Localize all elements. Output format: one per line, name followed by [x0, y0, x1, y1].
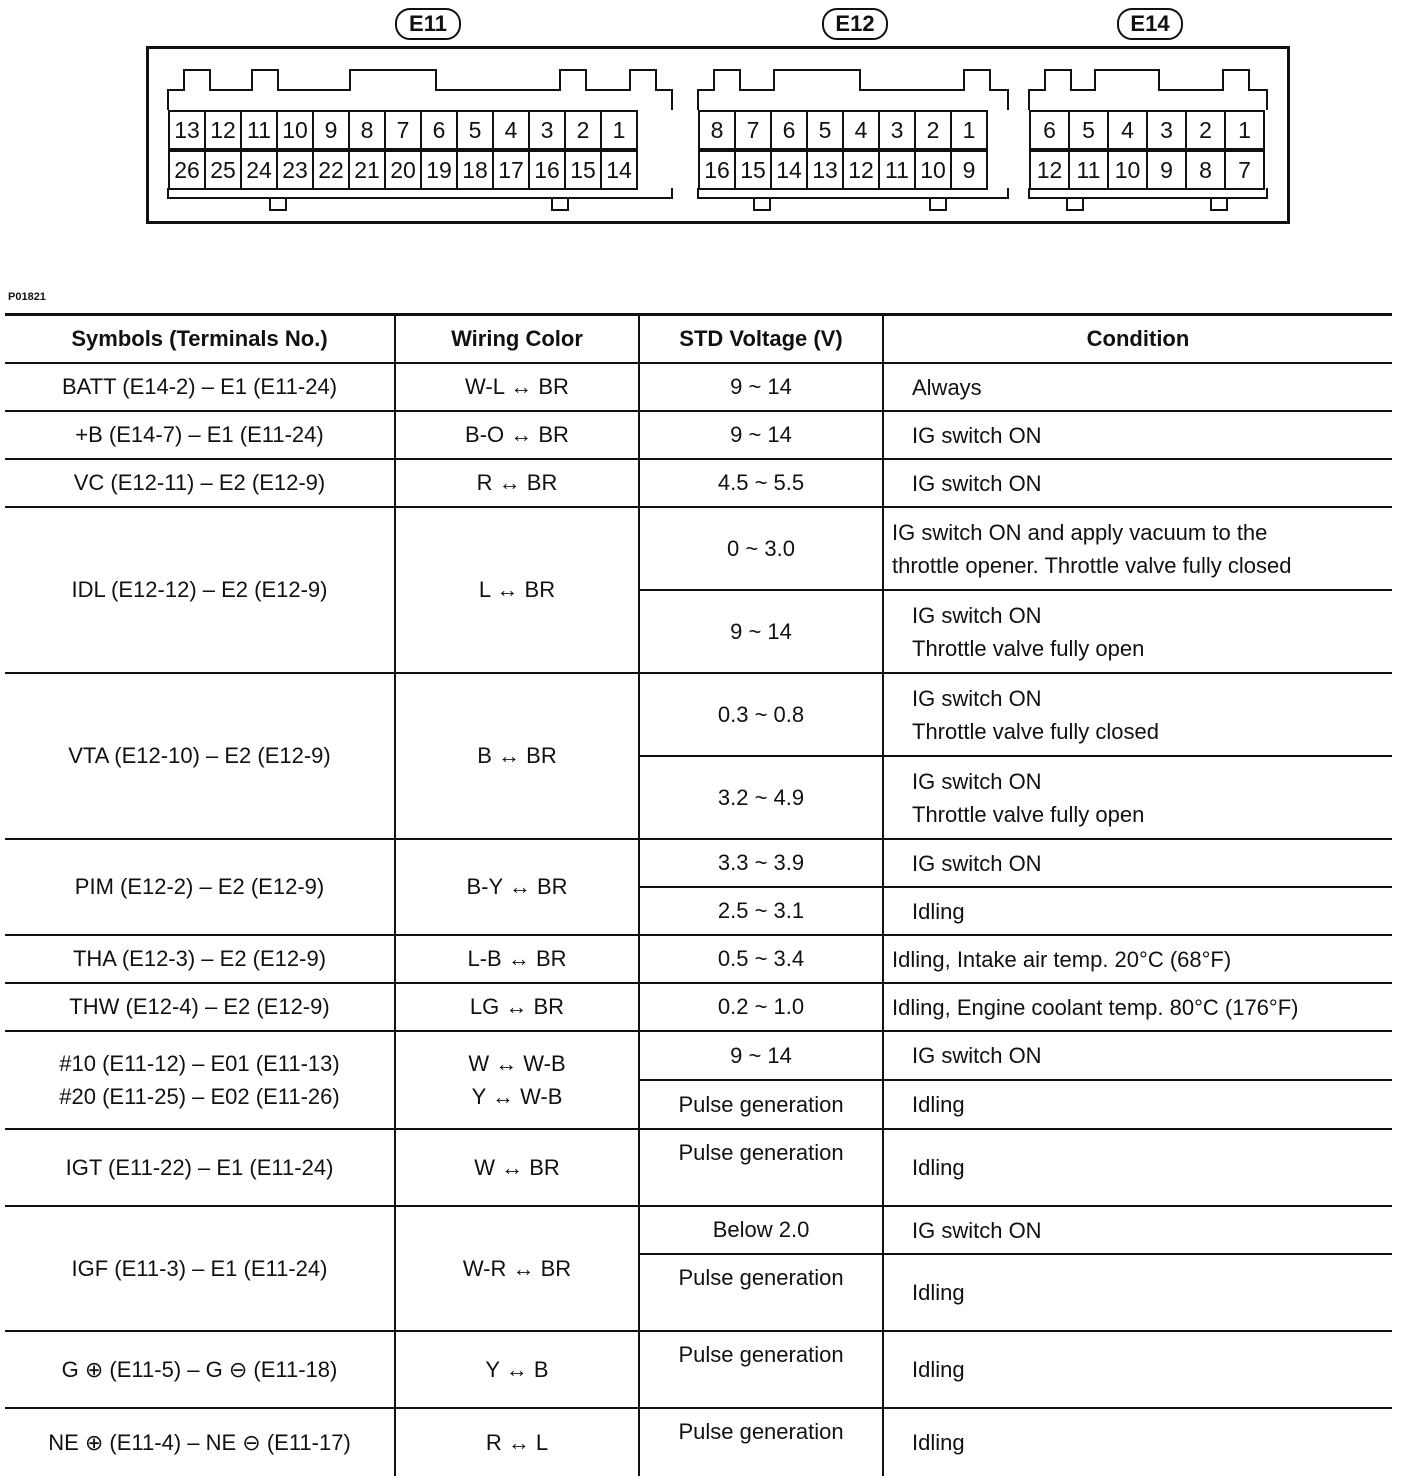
voltage-cell: 9 ~ 14	[639, 1031, 883, 1080]
voltage-cell: 0.5 ~ 3.4	[639, 935, 883, 983]
condition-line: Always	[912, 374, 982, 400]
connector-label-e11: E11	[395, 8, 461, 40]
symbols-cell: G ⊕ (E11-5) – G ⊖ (E11-18)	[5, 1331, 395, 1408]
voltage-cell: 3.3 ~ 3.9	[639, 839, 883, 887]
pin: 2	[564, 110, 602, 150]
symbols-cell: IDL (E12-12) – E2 (E12-9)	[5, 507, 395, 673]
wiring-cell: B-Y ↔ BR	[395, 839, 639, 935]
condition-line: IG switch ON	[912, 850, 1042, 876]
wiring-cell: W-R ↔ BR	[395, 1206, 639, 1331]
e12-bottom-row	[698, 150, 988, 190]
pin: 18	[456, 150, 494, 190]
connector-label-e12: E12	[822, 8, 888, 40]
table-row	[5, 839, 1392, 887]
connector-label-e14: E14	[1117, 8, 1183, 40]
terminal-spec-table	[5, 313, 1392, 1476]
voltage-cell: Pulse generation	[639, 1408, 883, 1476]
symbols-cell: THA (E12-3) – E2 (E12-9)	[5, 935, 395, 983]
figure-code: P01821	[8, 291, 46, 303]
pin: 15	[734, 150, 772, 190]
wiring-cell: W-L ↔ BR	[395, 363, 639, 411]
pin: 11	[240, 110, 278, 150]
condition-line: Throttle valve fully open	[912, 635, 1145, 661]
condition-line: throttle opener. Throttle valve fully closed	[892, 552, 1292, 578]
pin: 12	[1029, 150, 1070, 190]
pin: 8	[348, 110, 386, 150]
symbols-cell: NE ⊕ (E11-4) – NE ⊖ (E11-17)	[5, 1408, 395, 1476]
pin: 21	[348, 150, 386, 190]
symbols-cell: VTA (E12-10) – E2 (E12-9)	[5, 673, 395, 839]
wiring-line: W ↔ W-B	[468, 1051, 566, 1076]
table-row	[5, 1129, 1392, 1206]
pin: 6	[420, 110, 458, 150]
wiring-cell: LG ↔ BR	[395, 983, 639, 1031]
voltage-cell: 9 ~ 14	[639, 590, 883, 673]
condition-cell	[883, 590, 1392, 673]
condition-line: Idling	[912, 898, 965, 924]
pin: 8	[1185, 150, 1226, 190]
pin: 23	[276, 150, 314, 190]
wiring-cell: L ↔ BR	[395, 507, 639, 673]
pin: 7	[734, 110, 772, 150]
condition-cell	[883, 1206, 1392, 1254]
wiring-cell: R ↔ L	[395, 1408, 639, 1476]
pin: 5	[456, 110, 494, 150]
symbols-cell: VC (E12-11) – E2 (E12-9)	[5, 459, 395, 507]
condition-line: IG switch ON	[912, 602, 1042, 628]
wiring-line: Y ↔ W-B	[471, 1084, 563, 1109]
voltage-cell: Pulse generation	[639, 1080, 883, 1129]
pin: 5	[806, 110, 844, 150]
pin: 11	[878, 150, 916, 190]
connector-e14	[1027, 66, 1269, 216]
voltage-cell: 4.5 ~ 5.5	[639, 459, 883, 507]
symbols-line: #20 (E11-25) – E02 (E11-26)	[59, 1084, 340, 1109]
condition-cell	[883, 507, 1392, 590]
voltage-cell: 0.2 ~ 1.0	[639, 983, 883, 1031]
condition-cell	[883, 1331, 1392, 1408]
condition-line: IG switch ON	[912, 470, 1042, 496]
condition-cell	[883, 935, 1392, 983]
pin: 3	[1146, 110, 1187, 150]
pin: 22	[312, 150, 350, 190]
pin: 14	[770, 150, 808, 190]
e11-bottom-row	[168, 150, 638, 190]
header-condition: Condition	[883, 315, 1392, 364]
condition-line: Idling	[912, 1280, 965, 1305]
e14-bottom-row	[1029, 150, 1265, 190]
condition-cell	[883, 411, 1392, 459]
table-row	[5, 1408, 1392, 1476]
condition-line: Idling	[912, 1155, 965, 1180]
condition-cell	[883, 887, 1392, 935]
pin: 1	[600, 110, 638, 150]
condition-cell	[883, 1129, 1392, 1206]
e12-top-row	[698, 110, 988, 150]
voltage-cell: Pulse generation	[639, 1254, 883, 1331]
pin: 24	[240, 150, 278, 190]
condition-line: IG switch ON	[912, 1043, 1042, 1068]
table-row	[5, 1331, 1392, 1408]
pin: 4	[842, 110, 880, 150]
header-std-voltage: STD Voltage (V)	[639, 315, 883, 364]
symbols-line: #10 (E11-12) – E01 (E11-13)	[59, 1051, 340, 1076]
table-row	[5, 983, 1392, 1031]
header-wiring-color: Wiring Color	[395, 315, 639, 364]
table-row	[5, 1031, 1392, 1080]
connector-e11	[166, 66, 674, 216]
pin: 7	[1224, 150, 1265, 190]
symbols-cell: BATT (E14-2) – E1 (E11-24)	[5, 363, 395, 411]
wiring-cell: L-B ↔ BR	[395, 935, 639, 983]
table-row	[5, 507, 1392, 590]
pin: 13	[168, 110, 206, 150]
pin: 20	[384, 150, 422, 190]
condition-line: IG switch ON	[912, 768, 1042, 794]
pin: 11	[1068, 150, 1109, 190]
voltage-cell: Pulse generation	[639, 1129, 883, 1206]
pin: 16	[528, 150, 566, 190]
table-row	[5, 411, 1392, 459]
table-row	[5, 459, 1392, 507]
voltage-cell: 9 ~ 14	[639, 363, 883, 411]
condition-cell	[883, 1254, 1392, 1331]
wiring-cell: B ↔ BR	[395, 673, 639, 839]
table-row	[5, 935, 1392, 983]
pin: 16	[698, 150, 736, 190]
pin: 26	[168, 150, 206, 190]
pin: 17	[492, 150, 530, 190]
symbols-cell: +B (E14-7) – E1 (E11-24)	[5, 411, 395, 459]
e14-top-row	[1029, 110, 1265, 150]
pin: 13	[806, 150, 844, 190]
wiring-cell: B-O ↔ BR	[395, 411, 639, 459]
symbols-cell: IGT (E11-22) – E1 (E11-24)	[5, 1129, 395, 1206]
condition-line: Idling	[912, 1357, 965, 1382]
pin: 9	[950, 150, 988, 190]
pin: 10	[1107, 150, 1148, 190]
pin: 12	[842, 150, 880, 190]
pin: 3	[878, 110, 916, 150]
pin: 4	[492, 110, 530, 150]
pin: 9	[1146, 150, 1187, 190]
condition-line: IG switch ON	[912, 422, 1042, 448]
pin: 1	[950, 110, 988, 150]
wiring-cell: W ↔ BR	[395, 1129, 639, 1206]
symbols-cell: THW (E12-4) – E2 (E12-9)	[5, 983, 395, 1031]
pin: 6	[770, 110, 808, 150]
condition-cell	[883, 839, 1392, 887]
pin: 1	[1224, 110, 1265, 150]
pin: 10	[914, 150, 952, 190]
condition-cell	[883, 673, 1392, 756]
condition-line: Idling	[912, 1092, 965, 1117]
symbols-cell	[5, 1031, 395, 1129]
condition-line: Throttle valve fully open	[912, 801, 1145, 827]
pin: 7	[384, 110, 422, 150]
table-row	[5, 363, 1392, 411]
connector-diagram	[0, 0, 1408, 240]
pin: 15	[564, 150, 602, 190]
header-symbols: Symbols (Terminals No.)	[5, 315, 395, 364]
voltage-cell: 9 ~ 14	[639, 411, 883, 459]
pin: 4	[1107, 110, 1148, 150]
condition-line: Idling	[912, 1430, 965, 1455]
pin: 12	[204, 110, 242, 150]
condition-cell	[883, 1080, 1392, 1129]
condition-line: IG switch ON	[912, 1217, 1042, 1243]
symbols-cell: PIM (E12-2) – E2 (E12-9)	[5, 839, 395, 935]
wiring-cell: Y ↔ B	[395, 1331, 639, 1408]
pin: 2	[1185, 110, 1226, 150]
table-row	[5, 1206, 1392, 1254]
voltage-cell: Pulse generation	[639, 1331, 883, 1408]
pin: 19	[420, 150, 458, 190]
wiring-cell	[395, 1031, 639, 1129]
condition-cell	[883, 363, 1392, 411]
condition-line: Throttle valve fully closed	[912, 718, 1159, 744]
pin: 10	[276, 110, 314, 150]
condition-line: IG switch ON and apply vacuum to the	[892, 519, 1268, 545]
table-row	[5, 673, 1392, 756]
pin: 8	[698, 110, 736, 150]
condition-cell	[883, 1031, 1392, 1080]
pin: 6	[1029, 110, 1070, 150]
pin: 25	[204, 150, 242, 190]
condition-cell	[883, 1408, 1392, 1476]
condition-cell	[883, 983, 1392, 1031]
table-header-row	[5, 315, 1392, 364]
condition-line: IG switch ON	[912, 685, 1042, 711]
pin: 3	[528, 110, 566, 150]
pin: 14	[600, 150, 638, 190]
condition-cell	[883, 756, 1392, 839]
voltage-cell: 0.3 ~ 0.8	[639, 673, 883, 756]
condition-line: Idling, Engine coolant temp. 80°C (176°F)	[892, 994, 1299, 1020]
pin: 5	[1068, 110, 1109, 150]
pin: 2	[914, 110, 952, 150]
symbols-cell: IGF (E11-3) – E1 (E11-24)	[5, 1206, 395, 1331]
e11-top-row	[168, 110, 638, 150]
condition-cell	[883, 459, 1392, 507]
condition-line: Idling, Intake air temp. 20°C (68°F)	[892, 946, 1232, 972]
pin: 9	[312, 110, 350, 150]
connector-e12	[696, 66, 1010, 216]
voltage-cell: 0 ~ 3.0	[639, 507, 883, 590]
voltage-cell: 3.2 ~ 4.9	[639, 756, 883, 839]
wiring-cell: R ↔ BR	[395, 459, 639, 507]
voltage-cell: Below 2.0	[639, 1206, 883, 1254]
voltage-cell: 2.5 ~ 3.1	[639, 887, 883, 935]
